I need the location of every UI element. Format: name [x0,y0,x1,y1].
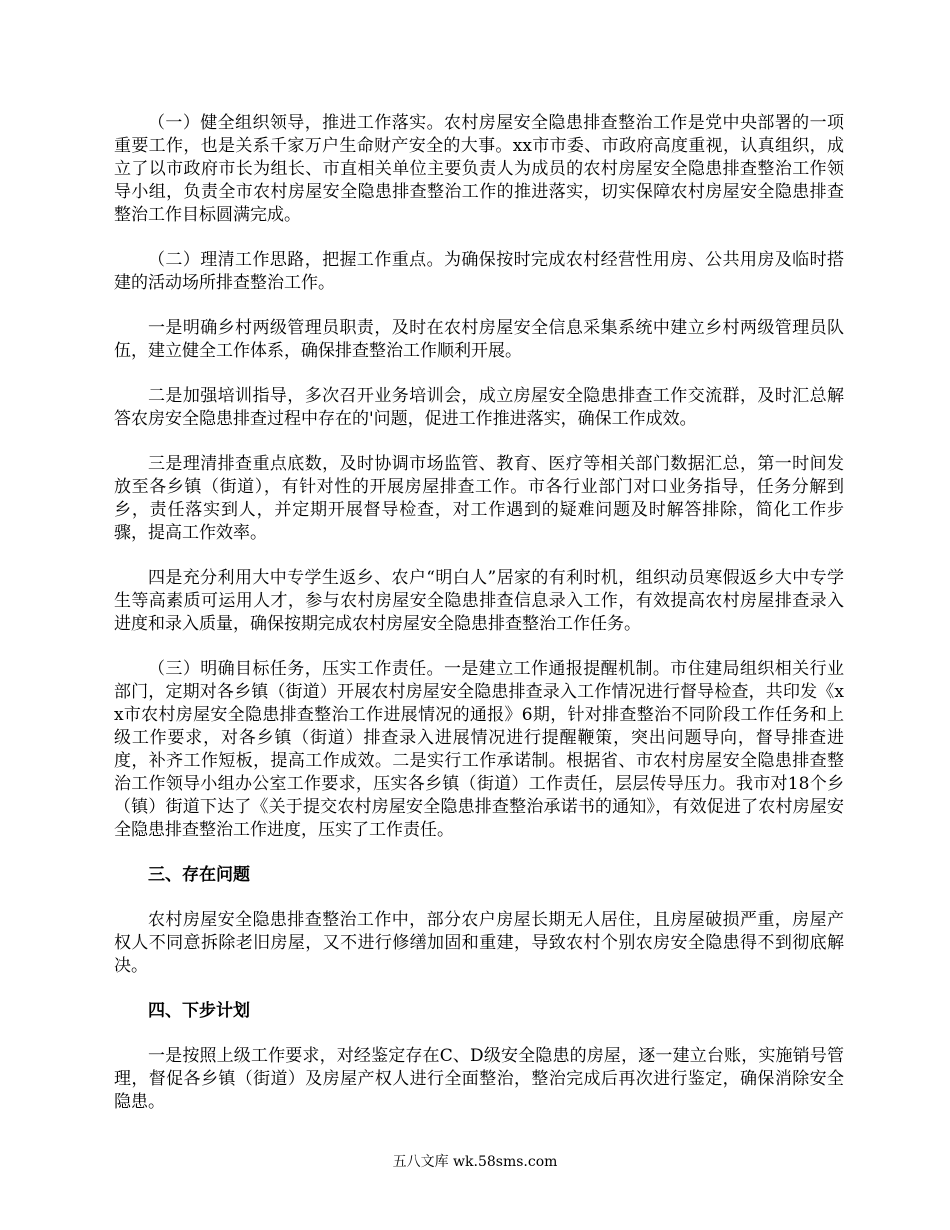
paragraph-5: 三是理清排查重点底数，及时协调市场监管、教育、医疗等相关部门数据汇总，第一时间发放至各乡镇（街道），有针对性的开展房屋排查工作。市各行业部门对口业务指导，任务分解到乡，责任落实到人，并定期开展督导检查，对工作遇到的疑难问题及时解答排除，简化工作步骤，提高工作效率。 [114,454,844,543]
paragraph-7: （三）明确目标任务，压实工作责任。一是建立工作通报提醒机制。市住建局组织相关行业部门，定期对各乡镇（街道）开展农村房屋安全隐患排查录入工作情况进行督导检查，共印发《xx市农村房屋安全隐患排查整治工作进展情况的通报》6期，针对排查整治不同阶段工作任务和上级工作要求，对各乡镇（街道）排查录入进展情况进行提醒鞭策，突出问题导向，督导排查进度，补齐工作短板，提高工作成效。二是实行工作承诺制。根据省、市农村房屋安全隐患排查整治工作领导小组办公室工作要求，压实各乡镇（街道）工作责任，层层传导压力。我市对18个乡（镇）街道下达了《关于提交农村房屋安全隐患排查整治承诺书的通知》，有效促进了农村房屋安全隐患排查整治工作进度，压实了工作责任。 [114,659,844,840]
paragraph-3: 一是明确乡村两级管理员职责，及时在农村房屋安全信息采集系统中建立乡村两级管理员队伍，建立健全工作体系，确保排查整治工作顺利开展。 [114,318,844,361]
paragraph-6: 四是充分利用大中专学生返乡、农户“明白人”居家的有利时机，组织动员寒假返乡大中专学生等高素质可运用人才，参与农村房屋安全隐患排查信息录入工作，有效提高农村房屋排查录入进度和录入质量，确保按期完成农村房屋安全隐患排查整治工作任务。 [114,568,844,634]
footer-watermark: 五八文库 wk.58sms.com [392,1154,558,1170]
paragraph-4: 二是加强培训指导，多次召开业务培训会，成立房屋安全隐患排查工作交流群，及时汇总解答农房安全隐患排查过程中存在的'问题，促进工作推进落实，确保工作成效。 [114,386,844,429]
section-heading-next-plan: 四、下步计划 [148,1001,250,1021]
paragraph-1: （一）健全组织领导，推进工作落实。农村房屋安全隐患排查整治工作是党中央部署的一项重要工作，也是关系千家万户生命财产安全的大事。xx市市委、市政府高度重视，认真组织，成立了以市政府市长为组长、市直相关单位主要负责人为成员的农村房屋安全隐患排查整治工作领导小组，负责全市农村房屋安全隐患排查整治工作的推进落实，切实保障农村房屋安全隐患排查整治工作目标圆满完成。 [114,113,844,225]
paragraph-2: （二）理清工作思路，把握工作重点。为确保按时完成农村经营性用房、公共用房及临时搭建的活动场所排查整治工作。 [114,250,844,293]
section-heading-problems: 三、存在问题 [148,865,250,885]
paragraph-next-plan: 一是按照上级工作要求，对经鉴定存在C、D级安全隐患的房屋，逐一建立台账，实施销号管理，督促各乡镇（街道）及房屋产权人进行全面整治，整治完成后再次进行鉴定，确保消除安全隐患。 [114,1046,844,1112]
paragraph-problems: 农村房屋安全隐患排查整治工作中，部分农户房屋长期无人居住，且房屋破损严重，房屋产权人不同意拆除老旧房屋，又不进行修缮加固和重建，导致农村个别农房安全隐患得不到彻底解决。 [114,910,844,976]
document-body [114,112,844,1136]
